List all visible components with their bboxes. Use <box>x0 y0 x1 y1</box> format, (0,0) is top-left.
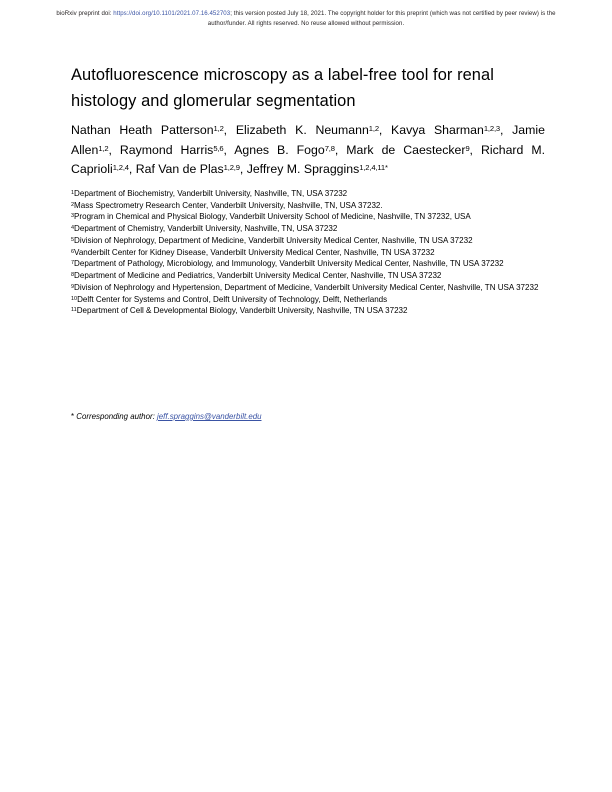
affiliation-text: Department of Cell & Developmental Biology, Vanderbilt University, Nashville, TN USA 37232 <box>76 306 408 316</box>
author-name: Nathan Heath Patterson <box>71 123 214 138</box>
author-affiliation-marker: 1,2,4 <box>112 163 129 173</box>
author-separator: , <box>500 123 513 138</box>
corresponding-label: Corresponding author: <box>76 412 157 421</box>
author-separator: , <box>378 123 392 138</box>
author-name: Agnes B. Fogo <box>234 142 325 157</box>
affiliation-marker: 10 <box>71 295 78 302</box>
affiliation-text: Department of Biochemistry, Vanderbilt University, Nashville, TN, USA 37232 <box>74 189 348 199</box>
author-affiliation-marker: 1,2 <box>368 124 379 133</box>
author-separator: , <box>469 142 481 157</box>
affiliation-marker: 3 <box>71 213 75 220</box>
author-name: Jeffrey M. Spraggins <box>246 162 360 177</box>
author-name: Jamie Allen <box>71 123 545 157</box>
affiliation-item <box>71 223 545 235</box>
author-affiliation-marker: 9 <box>465 143 470 153</box>
affiliation-item <box>71 188 545 200</box>
affiliation-item <box>71 305 545 317</box>
preprint-header-suffix: ; this version posted July 18, 2021. The copyright holder for this preprint (which was not certified by peer review) is the author/funder. All rights reserved. No reuse allowed without permission. <box>207 10 556 27</box>
affiliation-marker: 7 <box>71 260 75 267</box>
author-affiliation-marker: 5,6 <box>213 143 224 153</box>
author-name: Richard M. Caprioli <box>71 142 545 177</box>
affiliation-text: Division of Nephrology and Hypertension, Department of Medicine, Vanderbilt University Medical Center, Nashville, TN USA 37232 <box>74 283 539 293</box>
affiliation-list <box>71 188 545 317</box>
author-list <box>71 120 545 179</box>
affiliation-item <box>71 282 545 294</box>
affiliation-item <box>71 211 545 223</box>
affiliation-text: Department of Chemistry, Vanderbilt University, Nashville, TN, USA 37232 <box>74 224 338 234</box>
affiliation-marker: 2 <box>71 201 75 208</box>
author-name: Raf Van de Plas <box>135 162 224 177</box>
author-name: Elizabeth K. Neumann <box>235 123 369 138</box>
affiliation-marker: 8 <box>71 272 75 279</box>
author-name: Mark de Caestecker <box>346 142 466 157</box>
affiliation-marker: 4 <box>71 225 75 232</box>
corresponding-asterisk: * <box>71 412 77 421</box>
affiliation-marker: 1 <box>71 190 75 196</box>
affiliation-marker: 9 <box>71 283 75 290</box>
author-affiliation-marker: 7,8 <box>324 143 335 153</box>
preprint-header-banner <box>46 9 566 29</box>
affiliation-item <box>71 294 545 306</box>
affiliation-text: Vanderbilt Center for Kidney Disease, Vanderbilt University Medical Center, Nashville, TN USA 37232 <box>74 247 435 257</box>
affiliation-text: Department of Medicine and Pediatrics, Vanderbilt University Medical Center, Nashville, TN USA 37232 <box>74 271 442 281</box>
affiliation-text: Mass Spectrometry Research Center, Vanderbilt University, Nashville, TN, USA 37232. <box>74 200 383 210</box>
author-separator: , <box>334 142 347 157</box>
affiliation-marker: 6 <box>71 248 75 255</box>
author-affiliation-marker: 1,2 <box>98 143 109 153</box>
affiliation-text: Delft Center for Systems and Control, Delft University of Technology, Delft, Netherlands <box>77 294 388 304</box>
affiliation-item <box>71 200 545 212</box>
affiliation-text: Department of Pathology, Microbiology, and Immunology, Vanderbilt University Medical Center, Nashville, TN USA 37232 <box>74 259 504 269</box>
author-separator: , <box>223 123 236 138</box>
affiliation-item <box>71 270 545 282</box>
author-separator: , <box>128 162 136 177</box>
author-separator: , <box>239 162 247 177</box>
author-affiliation-marker: 1,2,9 <box>223 163 240 173</box>
affiliation-item <box>71 235 545 247</box>
author-affiliation-marker: 1,2,3 <box>483 124 501 133</box>
corresponding-author-line <box>71 411 545 423</box>
affiliation-item <box>71 258 545 270</box>
author-affiliation-marker: 1,2 <box>213 124 224 133</box>
affiliation-marker: 11 <box>71 307 77 314</box>
author-affiliation-marker: 1,2,4,11* <box>359 163 388 173</box>
corresponding-email-link[interactable]: jeff.spraggins@vanderbilt.edu <box>156 412 262 421</box>
author-name: Raymond Harris <box>119 142 214 157</box>
affiliation-marker: 5 <box>71 236 75 243</box>
page-title: Autofluorescence microscopy as a label-free tool for renal histology and glomerular segmentation <box>71 66 494 110</box>
preprint-header-prefix: bioRxiv preprint doi: <box>56 10 114 17</box>
author-separator: , <box>223 142 235 157</box>
author-separator: , <box>108 142 120 157</box>
affiliation-item <box>71 247 545 259</box>
affiliation-text: Division of Nephrology, Department of Medicine, Vanderbilt University Medical Center, Nashville, TN USA 37232 <box>74 236 473 246</box>
author-name: Kavya Sharman <box>391 123 484 138</box>
affiliation-text: Program in Chemical and Physical Biology, Vanderbilt University School of Medicine, Nashville, TN 37232, USA <box>74 212 471 222</box>
preprint-doi-link[interactable]: https://doi.org/10.1101/2021.07.16.452703 <box>113 10 231 17</box>
